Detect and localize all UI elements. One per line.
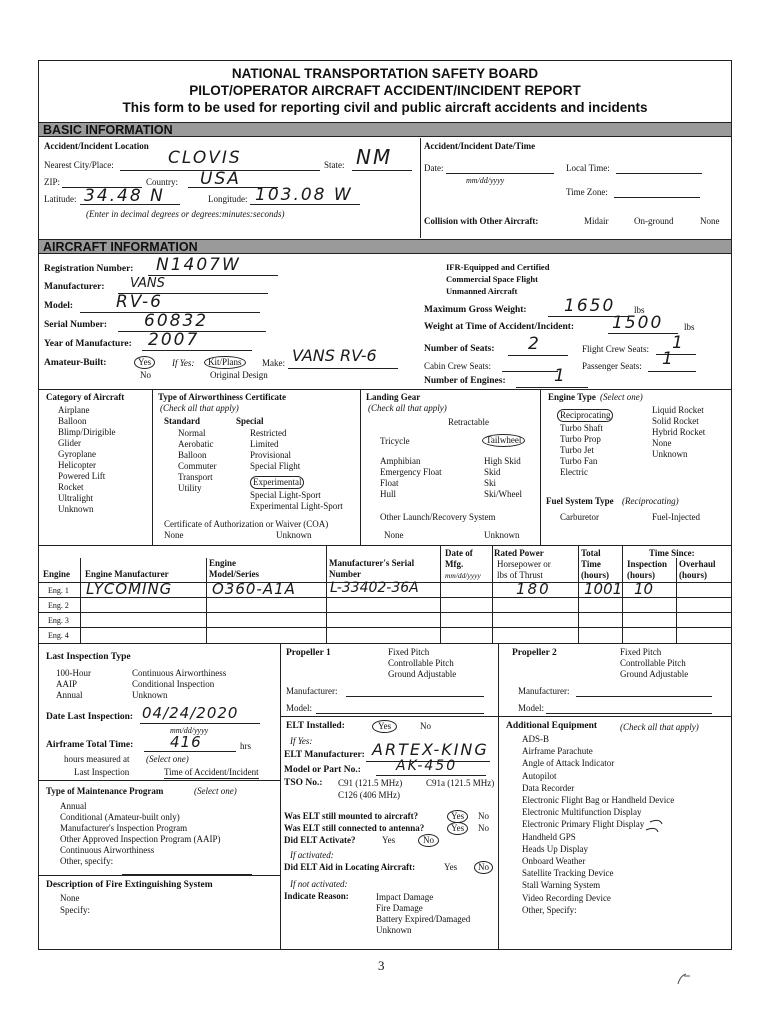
reason-battery[interactable]: Battery Expired/Damaged xyxy=(376,914,471,924)
divider xyxy=(39,780,280,781)
passenger-label: Passenger Seats: xyxy=(582,361,642,371)
lg-emergency-float[interactable]: Emergency Float xyxy=(380,467,442,477)
collision-on-ground[interactable]: On-ground xyxy=(634,216,674,226)
row-engine-2: Eng. 2 xyxy=(48,601,69,610)
date-insp-line xyxy=(140,723,260,724)
lg-amphibian[interactable]: Amphibian xyxy=(380,456,421,466)
prop2-fixed[interactable]: Fixed Pitch xyxy=(620,647,662,657)
fire-none[interactable]: None xyxy=(60,893,80,903)
measured-label: hours measured at xyxy=(64,754,130,764)
engine-table-header xyxy=(39,545,731,582)
elt-if-activated: If activated: xyxy=(290,850,334,860)
collision-none[interactable]: None xyxy=(700,216,720,226)
fuel-system-heading: Fuel System Type xyxy=(546,496,614,506)
equip-other[interactable]: Other, Specify: xyxy=(522,904,577,915)
tso-c91a[interactable]: C91a (121.5 MHz) xyxy=(426,778,495,788)
std-commuter[interactable]: Commuter xyxy=(178,461,217,471)
equip-satellite[interactable]: Satellite Tracking Device xyxy=(522,868,614,879)
col-line xyxy=(492,545,493,644)
eng-unknown[interactable]: Unknown xyxy=(652,449,688,459)
elt-reason-list xyxy=(376,892,470,936)
elt-if-not-activated: If not activated: xyxy=(290,879,348,889)
std-balloon[interactable]: Balloon xyxy=(178,450,207,460)
measured-time-of-accident[interactable]: Time of Accident/Incident xyxy=(164,767,259,777)
eng1-total-time[interactable]: 1001 xyxy=(584,580,623,598)
divider xyxy=(360,389,361,545)
amateur-no[interactable]: No xyxy=(140,370,151,380)
pen-mark-icon xyxy=(674,968,694,988)
pax-line xyxy=(648,371,696,372)
eng1-model[interactable]: O360-A1A xyxy=(212,580,296,598)
eng1-since-inspection[interactable]: 10 xyxy=(634,580,654,598)
form-subtitle: This form to be used for reporting civil and public aircraft accidents and incidents xyxy=(122,100,648,115)
seats-line xyxy=(508,355,568,356)
registration-input[interactable]: N1407W xyxy=(156,255,241,275)
maint-aaip[interactable]: Other Approved Inspection Program (AAIP) xyxy=(60,834,221,844)
form-title: PILOT/OPERATOR AIRCRAFT ACCIDENT/INCIDENT REPORT xyxy=(189,83,581,98)
equip-mfd[interactable]: Electronic Multifunction Display xyxy=(522,807,642,818)
maint-conditional[interactable]: Conditional (Amateur-built only) xyxy=(60,812,180,822)
row-engine-3: Eng. 3 xyxy=(48,616,69,625)
row-line xyxy=(39,627,731,628)
ifyes-label: If Yes: xyxy=(172,358,195,368)
elt-mounted-no[interactable]: No xyxy=(478,811,489,821)
serial-input[interactable]: 60832 xyxy=(144,311,209,331)
eng1-serial[interactable]: L-33402-36A xyxy=(330,580,419,596)
additional-equipment-hint: (Check all that apply) xyxy=(620,722,699,732)
divider xyxy=(280,643,281,949)
maintenance-list xyxy=(60,801,220,867)
mgw-input[interactable]: 1650 xyxy=(564,296,616,316)
prop1-manufacturer-label: Manufacturer: xyxy=(286,686,338,696)
longitude-input[interactable]: 103.08 W xyxy=(255,185,353,205)
eng-turbo-fan[interactable]: Turbo Fan xyxy=(560,456,598,466)
elt-model-line xyxy=(376,775,486,776)
th-total-time: Total Time (hours) xyxy=(581,548,610,580)
maint-other-input[interactable] xyxy=(122,874,252,875)
zip-label: ZIP: xyxy=(44,177,61,187)
category-rocket[interactable]: Rocket xyxy=(58,482,84,492)
th-rated-power: Rated Power xyxy=(494,548,544,558)
prop1-options xyxy=(388,647,456,680)
make-input[interactable]: VANS RV-6 xyxy=(292,346,377,365)
date-hint: mm/dd/yyyy xyxy=(466,176,505,185)
equip-hud[interactable]: Heads Up Display xyxy=(522,843,588,854)
prop1-model-label: Model: xyxy=(286,703,312,713)
spc-restricted[interactable]: Restricted xyxy=(250,428,287,438)
divider xyxy=(420,138,421,238)
equip-handheld-gps[interactable]: Handheld GPS xyxy=(522,831,576,842)
date-input[interactable] xyxy=(446,173,554,174)
maint-annual[interactable]: Annual xyxy=(60,801,87,811)
collision-label: Collision with Other Aircraft: xyxy=(424,216,539,226)
equip-autopilot[interactable]: Autopilot xyxy=(522,770,557,781)
fuel-carburetor[interactable]: Carburetor xyxy=(560,512,599,522)
eng-liquid-rocket[interactable]: Liquid Rocket xyxy=(652,405,704,415)
category-heading: Category of Aircraft xyxy=(46,392,125,402)
elt-activate-no[interactable]: No xyxy=(418,834,439,847)
measured-last-inspection[interactable]: Last Inspection xyxy=(74,767,130,777)
city-label: Nearest City/Place: xyxy=(44,160,114,170)
manufacturer-input[interactable]: VANS xyxy=(130,276,165,291)
th-date-hint: mm/dd/yyyy xyxy=(445,571,481,580)
elt-aid-no[interactable]: No xyxy=(474,861,493,874)
tso-label: TSO No.: xyxy=(284,778,323,788)
insp-unknown[interactable]: Unknown xyxy=(132,690,168,700)
elt-mounted-question: Was ELT still mounted to aircraft? xyxy=(284,811,419,821)
weight-label: Weight at Time of Accident/Incident: xyxy=(424,322,575,332)
lg-hint: (Check all that apply) xyxy=(368,403,447,413)
commercial-space-option[interactable]: Commercial Space Flight xyxy=(446,274,538,284)
flight-crew-label: Flight Crew Seats: xyxy=(582,344,649,354)
th-inspection: Inspection (hours) xyxy=(627,559,668,580)
prop2-options xyxy=(620,647,688,680)
eng-turbo-shaft[interactable]: Turbo Shaft xyxy=(560,423,603,433)
page-number: 3 xyxy=(378,958,385,973)
equip-stall-warning[interactable]: Stall Warning System xyxy=(522,880,601,891)
kit-plans-option[interactable]: Kit/Plans xyxy=(204,356,246,369)
reason-impact[interactable]: Impact Damage xyxy=(376,892,434,902)
make-line xyxy=(288,368,398,369)
eng-turbo-jet[interactable]: Turbo Jet xyxy=(560,445,594,455)
elt-model-input[interactable]: AK-450 xyxy=(396,758,458,774)
special-list xyxy=(250,428,343,512)
elt-installed-label: ELT Installed: xyxy=(286,721,345,731)
category-powered-lift[interactable]: Powered Lift xyxy=(58,471,106,481)
spc-special-flight[interactable]: Special Flight xyxy=(250,461,301,471)
prop2-model-label: Model: xyxy=(518,703,544,713)
prop2-model-input[interactable] xyxy=(546,713,712,714)
equip-aoa[interactable]: Angle of Attack Indicator xyxy=(522,758,615,769)
airframe-time-input[interactable]: 416 xyxy=(170,733,202,751)
landing-gear-heading: Landing Gear xyxy=(366,392,421,402)
amateur-label: Amateur-Built: xyxy=(44,358,107,368)
fire-system-heading: Description of Fire Extinguishing System xyxy=(46,880,213,890)
tso-c126[interactable]: C126 (406 MHz) xyxy=(338,790,400,800)
tso-c91[interactable]: C91 (121.5 MHz) xyxy=(338,778,403,788)
passenger-input[interactable]: 1 xyxy=(662,349,675,369)
lg-hull[interactable]: Hull xyxy=(380,489,397,499)
additional-equipment-heading: Additional Equipment xyxy=(506,721,598,731)
prop1-manufacturer-input[interactable] xyxy=(346,696,484,697)
spc-light-sport[interactable]: Special Light-Sport xyxy=(250,490,321,500)
elt-aid-question: Did ELT Aid in Locating Aircraft: xyxy=(284,862,416,872)
elt-ifyes: If Yes: xyxy=(290,736,313,746)
unmanned-option[interactable]: Unmanned Aircraft xyxy=(446,286,518,296)
equip-efb[interactable]: Electronic Flight Bag or Handheld Device xyxy=(522,795,675,806)
engines-input[interactable]: 1 xyxy=(554,366,567,386)
lg-high-skid[interactable]: High Skid xyxy=(484,456,521,466)
insp-100-hour[interactable]: 100-Hour xyxy=(56,668,91,678)
cert-heading: Type of Airworthiness Certificate xyxy=(158,392,287,402)
inspection-list-a xyxy=(56,668,91,701)
coa-label: Certificate of Authorization or Waiver (COA) xyxy=(164,519,329,529)
wt-line xyxy=(608,333,678,334)
ifr-option[interactable]: IFR-Equipped and Certified xyxy=(446,262,550,272)
th-time-since: Time Since: xyxy=(649,548,695,558)
cabin-crew-label: Cabin Crew Seats: xyxy=(424,361,491,371)
model-input[interactable]: RV-6 xyxy=(116,292,163,312)
row-engine-4: Eng. 4 xyxy=(48,631,69,640)
category-gyroplane[interactable]: Gyroplane xyxy=(58,449,96,459)
cert-hint: (Check all that apply) xyxy=(160,403,239,413)
seats-label: Number of Seats: xyxy=(424,344,495,354)
row-line xyxy=(39,643,731,644)
longitude-label: Longitude: xyxy=(208,194,248,204)
elt-antenna-question: Was ELT still connected to antenna? xyxy=(284,823,425,833)
category-list xyxy=(58,405,116,515)
maint-other[interactable]: Other, specify: xyxy=(60,856,114,866)
section-aircraft-information: AIRCRAFT INFORMATION xyxy=(39,239,731,254)
latitude-input[interactable]: 34.48 N xyxy=(84,186,165,206)
special-heading: Special xyxy=(236,416,264,426)
th-horsepower: Horsepower or xyxy=(497,559,551,569)
divider xyxy=(498,643,499,949)
fire-specify[interactable]: Specify: xyxy=(60,905,90,915)
timezone-input[interactable] xyxy=(614,197,700,198)
th-engine-model: Engine Model/Series xyxy=(209,558,259,579)
elt-installed-no[interactable]: No xyxy=(420,721,431,731)
eng1-power[interactable]: 180 xyxy=(516,580,551,598)
date-last-inspection-label: Date Last Inspection: xyxy=(46,712,134,722)
std-normal[interactable]: Normal xyxy=(178,428,206,438)
lg-skid[interactable]: Skid xyxy=(484,467,501,477)
equip-parachute[interactable]: Airframe Parachute xyxy=(522,746,593,757)
th-thrust: lbs of Thrust xyxy=(497,570,543,580)
mgw-label: Maximum Gross Weight: xyxy=(424,305,527,315)
airframe-time-label: Airframe Total Time: xyxy=(46,740,134,750)
inspection-list-b xyxy=(132,668,226,701)
year-line xyxy=(142,350,252,351)
prop2-ground-adjustable[interactable]: Ground Adjustable xyxy=(620,669,689,679)
elt-mounted-yes[interactable]: Yes xyxy=(447,810,468,823)
lg-none[interactable]: None xyxy=(384,530,404,540)
propeller-1-heading: Propeller 1 xyxy=(286,648,331,658)
form-agency-title: NATIONAL TRANSPORTATION SAFETY BOARD xyxy=(231,66,539,81)
prop1-model-input[interactable] xyxy=(316,713,484,714)
spc-limited[interactable]: Limited xyxy=(250,439,279,449)
engine-type-heading: Engine Type xyxy=(548,392,596,402)
prop1-ground-adjustable[interactable]: Ground Adjustable xyxy=(388,669,457,679)
elt-antenna-yes[interactable]: Yes xyxy=(447,822,468,835)
timezone-label: Time Zone: xyxy=(566,187,608,197)
category-ultralight[interactable]: Ultralight xyxy=(58,493,93,503)
divider xyxy=(39,389,731,390)
coa-unknown[interactable]: Unknown xyxy=(276,530,312,540)
spc-exp-light-sport[interactable]: Experimental Light-Sport xyxy=(250,501,343,511)
divider xyxy=(280,716,731,717)
lg-ski[interactable]: Ski xyxy=(484,478,497,488)
city-input[interactable]: CLOVIS xyxy=(168,148,242,168)
col-line xyxy=(440,545,441,644)
equip-data-recorder[interactable]: Data Recorder xyxy=(522,782,575,793)
original-design-option[interactable]: Original Design xyxy=(210,370,268,380)
year-label: Year of Manufacture: xyxy=(44,339,132,349)
maint-manufacturer[interactable]: Manufacturer's Inspection Program xyxy=(60,823,188,833)
elt-model-label: Model or Part No.: xyxy=(284,765,361,775)
amateur-yes[interactable]: Yes xyxy=(134,356,155,369)
std-transport[interactable]: Transport xyxy=(178,472,213,482)
flight-crew-input[interactable]: 1 xyxy=(672,333,685,353)
datetime-heading: Accident/Incident Date/Time xyxy=(424,141,536,151)
eng-none[interactable]: None xyxy=(652,438,672,448)
weight-input[interactable]: 1500 xyxy=(612,313,664,333)
category-glider[interactable]: Glider xyxy=(58,438,81,448)
col-line xyxy=(578,545,579,644)
th-date-mfg: Date of Mfg. xyxy=(445,548,473,569)
spc-provisional[interactable]: Provisional xyxy=(250,450,292,460)
prop1-fixed[interactable]: Fixed Pitch xyxy=(388,647,430,657)
row-line xyxy=(39,612,731,613)
engine-type-hint: (Select one) xyxy=(600,392,643,402)
th-engine: Engine xyxy=(43,569,71,579)
state-line xyxy=(352,170,412,171)
col-line xyxy=(80,558,81,644)
country-label: Country: xyxy=(146,177,179,187)
reg-line xyxy=(148,275,278,276)
engine-type-list-b xyxy=(652,405,705,460)
insp-conditional[interactable]: Conditional Inspection xyxy=(132,679,215,689)
standard-heading: Standard xyxy=(164,416,201,426)
state-input[interactable]: NM xyxy=(356,145,393,169)
registration-label: Registration Number: xyxy=(44,264,134,274)
check-mark-icon xyxy=(590,810,670,840)
std-aerobatic[interactable]: Aerobatic xyxy=(178,439,214,449)
section-basic-information: BASIC INFORMATION xyxy=(39,122,731,137)
elt-manufacturer-label: ELT Manufacturer: xyxy=(284,750,365,760)
category-airplane[interactable]: Airplane xyxy=(58,405,90,415)
engine-type-list-a xyxy=(560,405,613,478)
equip-video[interactable]: Video Recording Device xyxy=(522,892,611,903)
insp-continuous[interactable]: Continuous Airworthiness xyxy=(132,668,227,678)
category-balloon[interactable]: Balloon xyxy=(58,416,87,426)
date-label: Date: xyxy=(424,163,444,173)
elt-activate-yes[interactable]: Yes xyxy=(382,835,396,845)
last-inspection-heading: Last Inspection Type xyxy=(46,652,131,662)
divider xyxy=(540,389,541,545)
eng1-manufacturer[interactable]: LYCOMING xyxy=(86,580,173,598)
prop1-controllable[interactable]: Controllable Pitch xyxy=(388,658,454,668)
th-serial: Manufacturer's Serial Number xyxy=(329,558,415,579)
propeller-2-heading: Propeller 2 xyxy=(512,648,557,658)
maintenance-hint: (Select one) xyxy=(194,786,237,796)
cabin-crew-input[interactable] xyxy=(502,371,558,372)
local-time-label: Local Time: xyxy=(566,163,610,173)
equip-weather[interactable]: Onboard Weather xyxy=(522,856,586,867)
category-helicopter[interactable]: Helicopter xyxy=(58,460,96,470)
insp-annual[interactable]: Annual xyxy=(56,690,83,700)
category-unknown[interactable]: Unknown xyxy=(58,504,94,514)
std-utility[interactable]: Utility xyxy=(178,483,202,493)
spc-experimental[interactable]: Experimental xyxy=(250,476,304,489)
category-blimp[interactable]: Blimp/Dirigible xyxy=(58,427,116,437)
date-insp-hint: mm/dd/yyyy xyxy=(170,726,209,735)
eng-reciprocating[interactable]: Reciprocating xyxy=(557,409,613,422)
lg-retractable[interactable]: Retractable xyxy=(448,417,489,427)
col-line xyxy=(206,558,207,644)
reason-unknown[interactable]: Unknown xyxy=(376,925,412,935)
coa-none[interactable]: None xyxy=(164,530,184,540)
th-engine-mfr: Engine Manufacturer xyxy=(85,569,169,579)
elt-installed-yes[interactable]: Yes xyxy=(372,720,397,733)
prop2-manufacturer-label: Manufacturer: xyxy=(518,686,570,696)
make-label: Make: xyxy=(262,358,285,368)
maint-continuous[interactable]: Continuous Airworthiness xyxy=(60,845,155,855)
local-time-input[interactable] xyxy=(616,173,702,174)
fuel-system-hint: (Reciprocating) xyxy=(622,496,679,506)
eng-electric[interactable]: Electric xyxy=(560,467,588,477)
serial-label: Serial Number: xyxy=(44,320,108,330)
seats-input[interactable]: 2 xyxy=(528,334,541,354)
wt-unit: lbs xyxy=(684,322,695,332)
date-last-inspection-input[interactable]: 04/24/2020 xyxy=(142,704,239,722)
lg-float[interactable]: Float xyxy=(380,478,399,488)
elt-activate-question: Did ELT Activate? xyxy=(284,835,356,845)
elt-antenna-no[interactable]: No xyxy=(478,823,489,833)
elt-reason-label: Indicate Reason: xyxy=(284,891,349,901)
col-line xyxy=(326,545,327,644)
row-engine-1: Eng. 1 xyxy=(48,586,69,595)
lg-tricycle[interactable]: Tricycle xyxy=(380,436,410,446)
mgw-unit: lbs xyxy=(634,305,645,315)
collision-midair[interactable]: Midair xyxy=(584,216,609,226)
maintenance-heading: Type of Maintenance Program xyxy=(46,786,164,796)
equip-pfd[interactable]: Electronic Primary Flight Display xyxy=(522,819,645,830)
airframe-line xyxy=(144,751,236,752)
lg-tailwheel[interactable]: Tailwheel xyxy=(482,434,525,447)
lg-ski-wheel[interactable]: Ski/Wheel xyxy=(484,489,522,499)
location-heading: Accident/Incident Location xyxy=(44,141,149,151)
prop2-controllable[interactable]: Controllable Pitch xyxy=(620,658,686,668)
equip-ads-b[interactable]: ADS-B xyxy=(522,734,550,744)
country-input[interactable]: USA xyxy=(200,169,241,189)
engines-line xyxy=(516,387,588,388)
airframe-unit: hrs xyxy=(240,741,251,751)
insp-aaip[interactable]: AAIP xyxy=(56,679,78,689)
col-line xyxy=(676,558,677,644)
latitude-label: Latitude: xyxy=(44,194,77,204)
prop2-manufacturer-input[interactable] xyxy=(576,696,712,697)
engines-label: Number of Engines: xyxy=(424,376,506,386)
divider xyxy=(152,389,153,545)
eng-solid-rocket[interactable]: Solid Rocket xyxy=(652,416,699,426)
eng-turbo-prop[interactable]: Turbo Prop xyxy=(560,434,601,444)
measured-hint: (Select one) xyxy=(146,754,189,764)
elt-manufacturer-input[interactable]: ARTEX-KING xyxy=(372,740,489,759)
model-label: Model: xyxy=(44,301,74,311)
state-label: State: xyxy=(324,160,345,170)
manufacturer-label: Manufacturer: xyxy=(44,282,105,292)
standard-list xyxy=(178,428,217,494)
coord-note: (Enter in decimal degrees or degrees:minutes:seconds) xyxy=(86,209,285,219)
lg-unknown[interactable]: Unknown xyxy=(484,530,520,540)
fuel-injected[interactable]: Fuel-Injected xyxy=(652,512,700,522)
year-input[interactable]: 2007 xyxy=(148,330,200,350)
divider xyxy=(39,875,280,876)
reason-fire[interactable]: Fire Damage xyxy=(376,903,423,913)
th-overhaul: Overhaul (hours) xyxy=(679,559,716,580)
lg-other-launch[interactable]: Other Launch/Recovery System xyxy=(380,512,496,522)
elt-aid-yes[interactable]: Yes xyxy=(444,862,458,872)
eng-hybrid-rocket[interactable]: Hybrid Rocket xyxy=(652,427,706,437)
